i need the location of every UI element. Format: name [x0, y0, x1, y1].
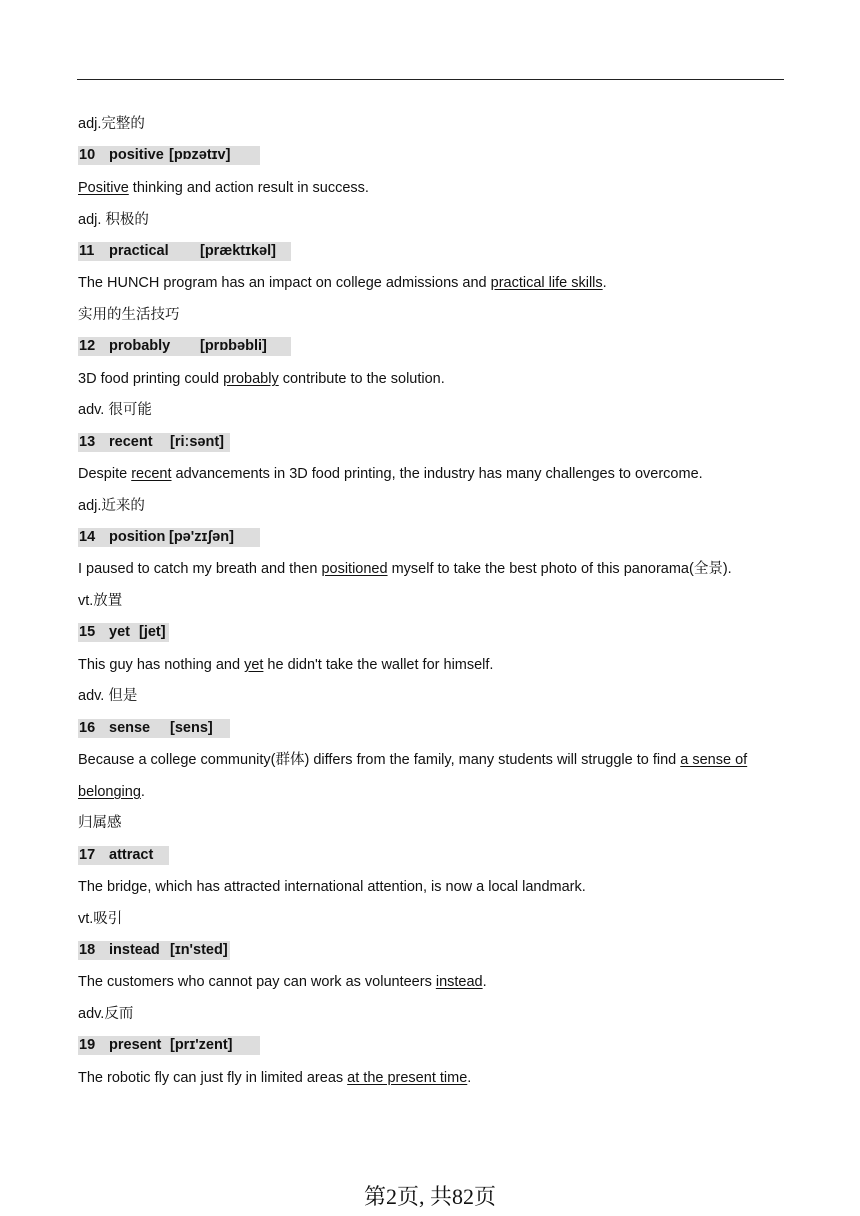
headword: instead: [109, 942, 160, 958]
entry-number: 13: [79, 434, 96, 450]
meaning-text: 实用的生活技巧: [78, 307, 180, 323]
sentence-text: The HUNCH program has an impact on college admissions and: [78, 275, 491, 291]
phonetic: [sens]: [170, 720, 213, 736]
underlined-term: Positive: [78, 180, 129, 196]
sentence-text: myself to take the best photo of this panorama(全景).: [387, 561, 732, 577]
sentence-text: The customers who cannot pay can work as volunteers: [78, 974, 436, 990]
sentence-text: Despite: [78, 466, 132, 482]
sentence-text: .: [602, 275, 607, 291]
underlined-term: yet: [244, 657, 264, 673]
example-sentence: [78, 273, 607, 293]
sentence-text: The robotic fly can just fly in limited areas: [78, 1070, 348, 1086]
entry-number: 16: [79, 720, 96, 736]
headword-15: [78, 623, 169, 642]
phonetic: [riːsənt]: [170, 434, 224, 450]
underlined-term: belonging: [78, 784, 141, 800]
meaning-text: adj. 积极的: [78, 212, 149, 228]
sentence-text: he didn't take the wallet for himself.: [263, 657, 494, 673]
sentence-text: .: [467, 1070, 472, 1086]
entry-number: 18: [79, 942, 96, 958]
phonetic: [præktɪkəl]: [200, 243, 276, 259]
underlined-term: instead: [435, 974, 483, 990]
example-sentence: [78, 655, 493, 675]
underlined-term: probably: [223, 371, 279, 387]
sentence-text: This guy has nothing and: [78, 657, 245, 673]
meaning-text: adv. 但是: [78, 688, 138, 704]
example-sentence: [78, 464, 703, 484]
headword: attract: [109, 847, 154, 863]
phonetic: [pə'zɪʃən]: [169, 529, 234, 545]
entry-number: 19: [79, 1037, 96, 1053]
headword-19: [78, 1036, 260, 1055]
underlined-term: at the present time: [347, 1070, 468, 1086]
sentence-text: Because a college community(群体) differs from the family, many students will struggle to find: [78, 752, 681, 768]
entry-number: 10: [79, 147, 96, 163]
sentence-text: .: [482, 974, 487, 990]
headword-12: [78, 337, 291, 356]
sentence-text: contribute to the solution.: [278, 371, 445, 387]
sentence-text: 3D food printing could: [78, 371, 224, 387]
underlined-term: recent: [131, 466, 172, 482]
example-sentence-continued: [78, 782, 145, 802]
example-sentence: [78, 178, 369, 198]
headword-11: [78, 242, 291, 261]
phonetic: [ɪn'sted]: [170, 942, 228, 958]
entry-number: 15: [79, 624, 96, 640]
entry-number: 17: [79, 847, 96, 863]
entry-number: 11: [79, 243, 95, 259]
meaning-text: adv. 很可能: [78, 402, 152, 418]
headword-17: [78, 846, 169, 865]
headword-13: [78, 433, 230, 452]
sentence-text: thinking and action result in success.: [128, 180, 369, 196]
meaning-text: vt.放置: [78, 593, 123, 609]
underlined-term: practical life skills: [490, 275, 603, 291]
headword: practical: [109, 243, 169, 259]
meaning-text: adj.近来的: [78, 498, 145, 514]
headword-10: [78, 146, 260, 165]
header-rule: [77, 79, 784, 80]
headword: sense: [109, 720, 151, 736]
entry-number: 14: [79, 529, 96, 545]
headword: position: [109, 529, 166, 545]
example-sentence: The bridge, which has attracted international attention, is now a local landmark.: [78, 879, 586, 895]
phonetic: [prɪ'zent]: [170, 1037, 233, 1053]
example-sentence: [78, 1068, 471, 1088]
underlined-term: a sense of: [680, 752, 748, 768]
sentence-text: advancements in 3D food printing, the industry has many challenges to overcome.: [171, 466, 703, 482]
headword: positive: [109, 147, 164, 163]
underlined-term: positioned: [321, 561, 388, 577]
example-sentence: [78, 559, 732, 579]
meaning-text: 归属感: [78, 815, 122, 831]
sentence-text: I paused to catch my breath and then: [78, 561, 322, 577]
example-sentence: [78, 369, 445, 389]
headword-18: [78, 941, 230, 960]
headword-16: [78, 719, 230, 738]
sentence-text: .: [140, 784, 145, 800]
phonetic: [pɒzətɪv]: [169, 147, 231, 163]
headword-14: [78, 528, 260, 547]
example-sentence: [78, 972, 487, 992]
headword: yet: [109, 624, 130, 640]
meaning-text: vt.吸引: [78, 911, 123, 927]
meaning-text: adj.完整的: [78, 116, 145, 132]
entry-number: 12: [79, 338, 96, 354]
phonetic: [prɒbəbli]: [200, 338, 267, 354]
headword: recent: [109, 434, 153, 450]
meaning-text: adv.反而: [78, 1006, 134, 1022]
headword: probably: [109, 338, 171, 354]
phonetic: [jet]: [139, 624, 166, 640]
page-number: 第2页, 共82页: [363, 1184, 496, 1209]
headword: present: [109, 1037, 162, 1053]
example-sentence: [78, 750, 747, 770]
